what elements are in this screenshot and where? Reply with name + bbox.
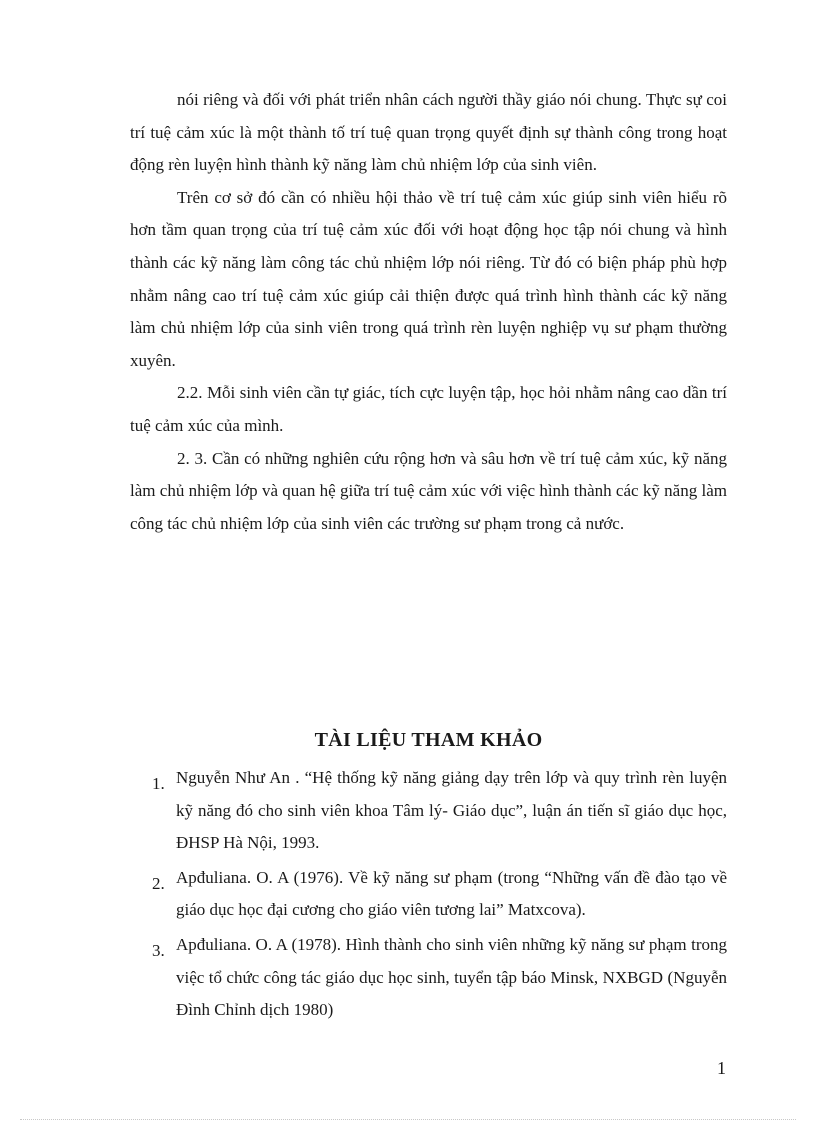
references-list <box>152 762 727 1029</box>
reference-number: 2. <box>152 873 165 893</box>
paragraph-3: 2.2. Mỗi sinh viên cần tự giác, tích cực luyện tập, học hỏi nhằm nâng cao dần trí tuệ cảm xúc của mình. <box>130 383 727 435</box>
reference-item <box>152 762 727 860</box>
reference-number: 1. <box>152 774 165 793</box>
reference-item <box>152 862 727 927</box>
references-heading: TÀI LIỆU THAM KHẢO <box>314 729 543 751</box>
reference-item <box>152 929 727 1027</box>
reference-number: 3. <box>152 940 165 960</box>
body-text <box>130 84 727 540</box>
reference-text: Nguyễn Như An . “Hệ thống kỹ năng giảng dạy trên lớp và quy trình rèn luyện kỹ năng đó cho sinh viên khoa Tâm lý- Giáo dục”, luận án tiến sĩ giáo dục học, ĐHSP Hà Nội, 1993. <box>176 768 727 853</box>
reference-text: Apđuliana. O. A (1976). Về kỹ năng sư phạm (trong “Những vấn đề đào tạo về giáo dục học đại cương cho giáo viên tương lai” Matxcova). <box>176 867 727 920</box>
reference-text: Apđuliana. O. A (1978). Hình thành cho sinh viên những kỹ năng sư phạm trong việc tổ chức công tác giáo dục học sinh, tuyển tập báo Minsk, NXBGD (Nguyễn Đình Chỉnh dịch 1980) <box>176 934 727 1020</box>
paragraph-2: Trên cơ sở đó cần có nhiều hội thảo về trí tuệ cảm xúc giúp sinh viên hiểu rõ hơn tầm quan trọng của trí tuệ cảm xúc đối với hoạt động học tập nói chung và hình thành các kỹ năng làm công tác chủ nhiệm lớp nói riêng. Từ đó có biện pháp phù hợp nhằm nâng cao trí tuệ cảm xúc giúp cải thiện được quá trình hình thành các kỹ năng làm chủ nhiệm lớp của sinh viên trong quá trình rèn luyện nghiệp vụ sư phạm thường xuyên. <box>130 187 727 370</box>
page-bottom-divider <box>20 1119 796 1120</box>
paragraph-4: 2. 3. Cần có những nghiên cứu rộng hơn và sâu hơn về trí tuệ cảm xúc, kỹ năng làm chủ nhiệm lớp và quan hệ giữa trí tuệ cảm xúc với việc hình thành các kỹ năng làm công tác chủ nhiệm lớp của sinh viên các trường sư phạm trong cả nước. <box>130 448 727 533</box>
paragraph-1: nói riêng và đối với phát triển nhân cách người thầy giáo nói chung. Thực sự coi trí tuệ cảm xúc là một thành tố trí tuệ quan trọng quyết định sự thành công trong hoạt động rèn luyện hình thành kỹ năng làm chủ nhiệm lớp của sinh viên. <box>130 90 727 175</box>
page-number: 1 <box>717 1058 726 1078</box>
